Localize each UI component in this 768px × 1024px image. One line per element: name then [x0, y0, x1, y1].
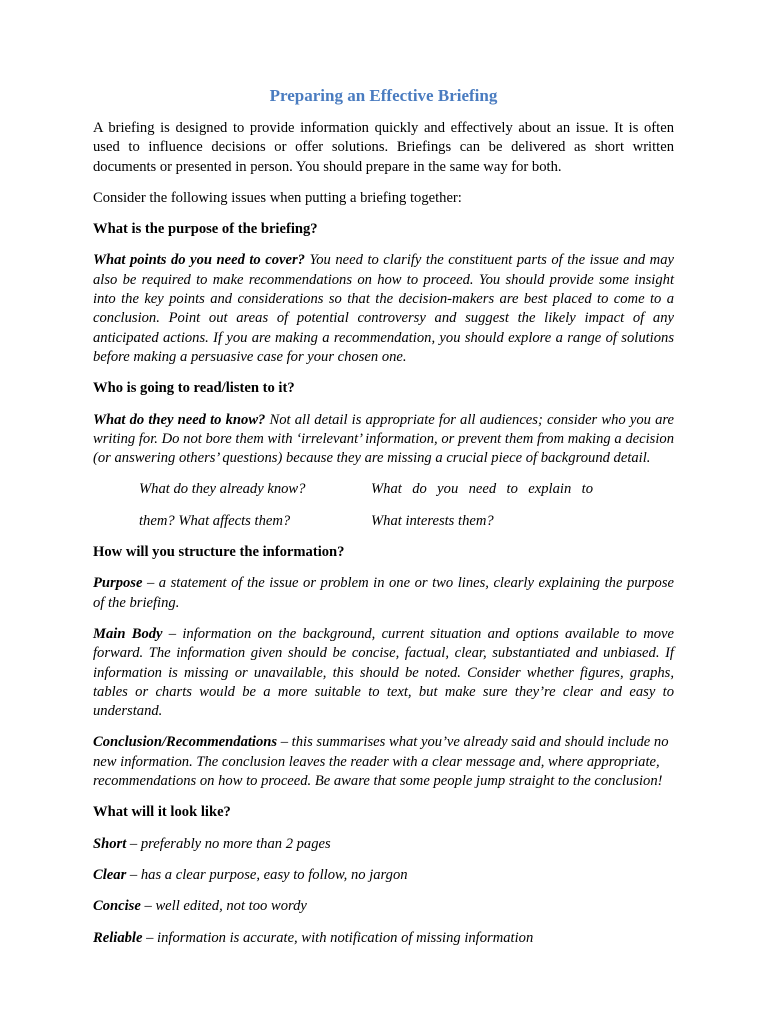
question-already-know: What do they already know?: [139, 481, 306, 498]
reliable-item: [93, 929, 674, 948]
structure-question-heading: How will you structure the information?: [93, 544, 345, 561]
purpose-lead: Purpose: [93, 575, 143, 592]
know-text: Not all detail is appropriate for all audiences; consider who you are writing for. Do not bore them with ‘irrelevant’ information, or prevent them from making a decision (or answering others’ questions) because they are missing a crucial piece of background detail.: [93, 411, 674, 467]
purpose-text: – a statement of the issue or problem in one or two lines, clearly explaining the purpose of the briefing.: [93, 575, 674, 611]
audience-questions-row-1: [139, 480, 674, 499]
short-item: [93, 835, 674, 854]
main-body-paragraph: [93, 625, 674, 721]
know-paragraph: [93, 411, 674, 469]
main-body-lead: Main Body: [93, 625, 163, 642]
conclusion-text: – this summarises what you’ve already said and should include no new information. The conclusion leaves the reader with a clear message and, where appropriate, recommendations on how to proceed. Be aware that some people jump straight to the conclusion!: [93, 734, 669, 790]
know-lead: What do they need to know?: [93, 411, 266, 428]
look-question-heading: What will it look like?: [93, 804, 231, 821]
question-explain: What do you need to explain to: [371, 481, 593, 498]
concise-lead: Concise: [93, 898, 141, 915]
conclusion-paragraph: [93, 733, 674, 791]
points-paragraph: [93, 251, 674, 367]
short-lead: Short: [93, 835, 127, 852]
audience-questions-row-2: [139, 512, 674, 531]
concise-item: [93, 897, 674, 916]
reliable-text: – information is accurate, with notification of missing information: [142, 929, 534, 946]
points-lead: What points do you need to cover?: [93, 252, 305, 269]
clear-item: [93, 866, 674, 885]
question-interests: What interests them?: [371, 512, 494, 529]
intro-paragraph: A briefing is designed to provide information quickly and effectively about an issue. It is often used to influence decisions or offer solutions. Briefings can be delivered as short written documents or presented in person. You should prepare in the same way for both.: [93, 120, 674, 175]
clear-text: – has a clear purpose, easy to follow, no jargon: [126, 866, 408, 883]
purpose-question-heading: What is the purpose of the briefing?: [93, 221, 318, 238]
reliable-lead: Reliable: [93, 929, 143, 946]
conclusion-lead: Conclusion/Recommendations: [93, 734, 278, 751]
consider-paragraph: Consider the following issues when putting a briefing together:: [93, 189, 462, 206]
document-title: Preparing an Effective Briefing: [269, 86, 498, 105]
question-affects: them? What affects them?: [139, 512, 291, 529]
main-body-text: – information on the background, current situation and options available to move forward. The information given should be concise, factual, clear, substantiated and unbiased. If information is missing or unavailable, this should be noted. Consider whether figures, graphs, tables or charts would be a more suitable to text, but make sure they’re clear and easy to understand.: [93, 625, 674, 720]
clear-lead: Clear: [93, 866, 127, 883]
concise-text: – well edited, not too wordy: [140, 898, 307, 915]
points-text: You need to clarify the constituent parts of the issue and may also be required to make recommendations on how to proceed. You should provide some insight into the key points and considerations so that the decision-makers are best placed to come to a conclusion. Point out areas of potential controversy and suggest the likely impact of any anticipated actions. If you are making a recommendation, you should explore a range of solutions before making a persuasive case for your chosen one.: [93, 252, 674, 365]
purpose-paragraph: [93, 574, 674, 613]
short-text: – preferably no more than 2 pages: [126, 835, 331, 852]
audience-question-heading: Who is going to read/listen to it?: [93, 380, 295, 397]
